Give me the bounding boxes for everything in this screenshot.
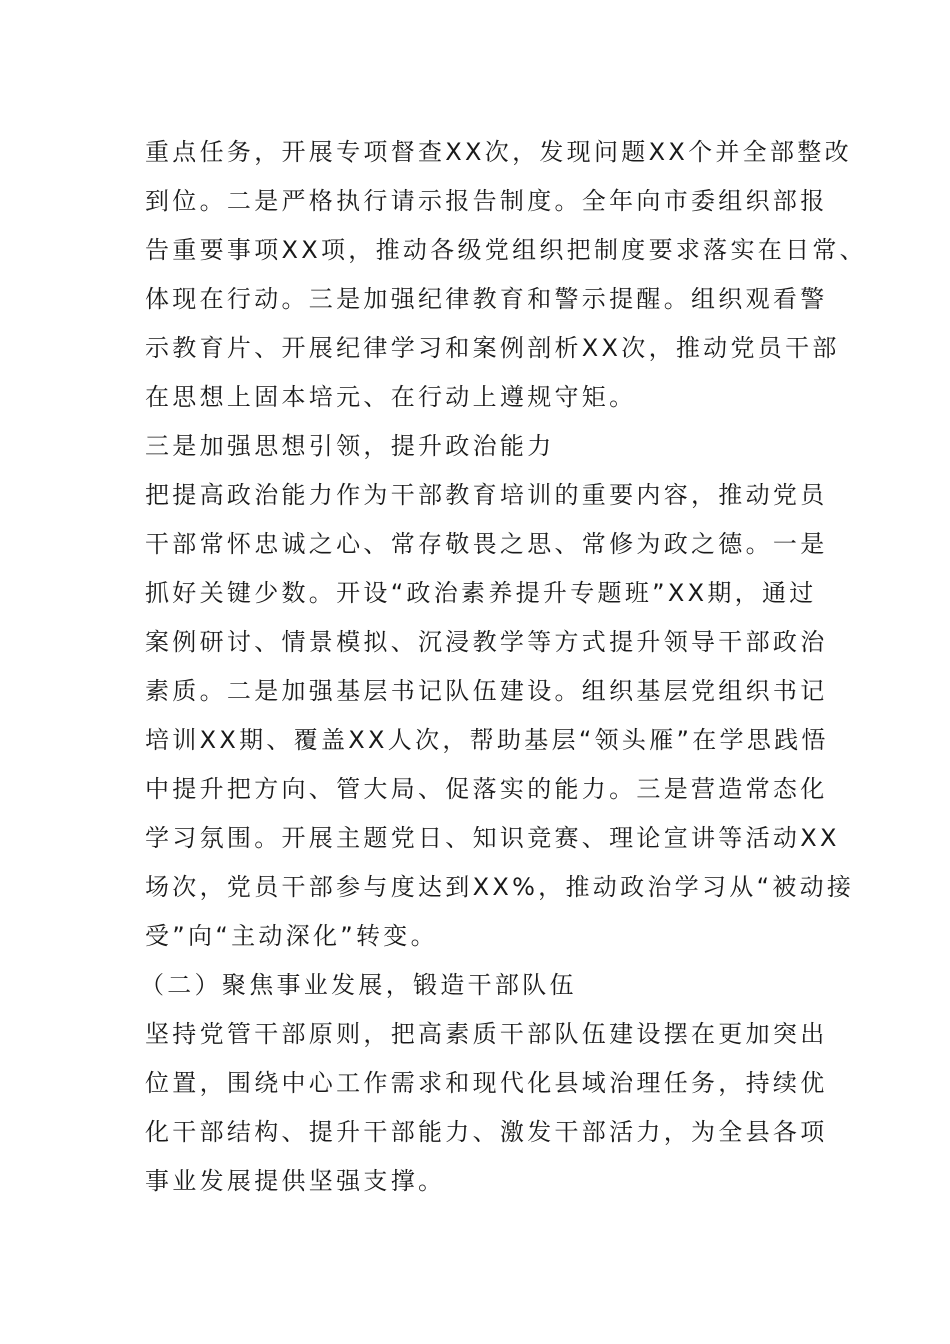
section-heading: （二）聚焦事业发展，锻造干部队伍 — [140, 971, 577, 999]
body-text-line: 事业发展提供坚强支撑。 — [145, 1167, 446, 1195]
body-text-line: 场次，党员干部参与度达到XX%，推动政治学习从“被动接 — [145, 873, 855, 901]
body-text-line: 告重要事项XX项，推动各级党组织把制度要求落实在日常、 — [145, 236, 867, 264]
body-text-line: 位置，围绕中心工作需求和现代化县域治理任务，持续优 — [145, 1069, 828, 1097]
body-text-line: 重点任务，开展专项督查XX次，发现问题XX个并全部整改 — [145, 138, 852, 166]
body-text-line: 在思想上固本培元、在行动上遵规守矩。 — [145, 383, 637, 411]
body-text-line: 干部常怀忠诚之心、常存敬畏之思、常修为政之德。一是 — [145, 530, 828, 558]
body-text-line: 到位。二是严格执行请示报告制度。全年向市委组织部报 — [145, 187, 828, 215]
body-text-line: 化干部结构、提升干部能力、激发干部活力，为全县各项 — [145, 1118, 828, 1146]
body-text-line: 抓好关键少数。开设“政治素养提升专题班”XX期，通过 — [145, 579, 817, 607]
body-text-line: 把提高政治能力作为干部教育培训的重要内容，推动党员 — [145, 481, 828, 509]
body-text-line: 培训XX期、覆盖XX人次，帮助基层“领头雁”在学思践悟 — [145, 726, 829, 754]
body-text-line: 示教育片、开展纪律学习和案例剖析XX次，推动党员干部 — [145, 334, 840, 362]
section-heading: 三是加强思想引领，提升政治能力 — [145, 432, 555, 460]
body-text-line: 坚持党管干部原则，把高素质干部队伍建设摆在更加突出 — [145, 1020, 828, 1048]
body-text-line: 素质。二是加强基层书记队伍建设。组织基层党组织书记 — [145, 677, 828, 705]
body-text-line: 学习氛围。开展主题党日、知识竞赛、理论宣讲等活动XX — [145, 824, 840, 852]
body-text-line: 中提升把方向、管大局、促落实的能力。三是营造常态化 — [145, 775, 828, 803]
body-text-line: 体现在行动。三是加强纪律教育和警示提醒。组织观看警 — [145, 285, 828, 313]
body-text-line: 受”向“主动深化”转变。 — [145, 922, 438, 950]
body-text-line: 案例研讨、情景模拟、沉浸教学等方式提升领导干部政治 — [145, 628, 828, 656]
